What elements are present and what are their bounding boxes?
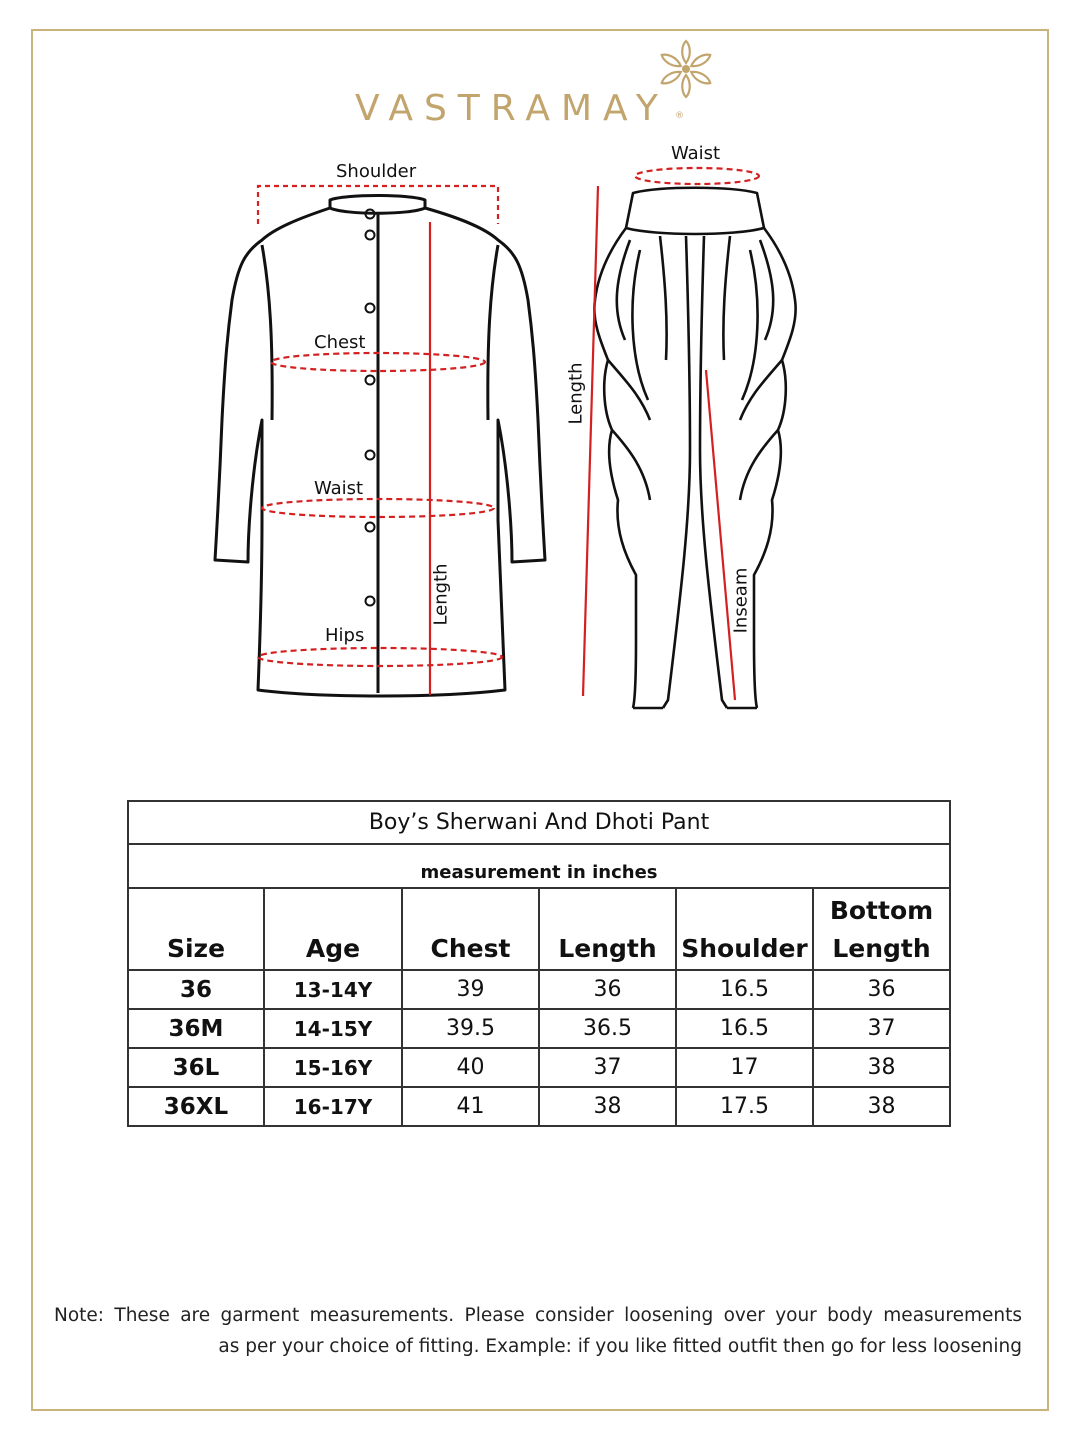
fitting-note bbox=[54, 1300, 1022, 1362]
header-shoulder: Shoulder bbox=[676, 888, 813, 970]
header-bottom-length bbox=[813, 888, 950, 970]
brand-name: VASTRAMAY bbox=[355, 88, 669, 129]
header-chest: Chest bbox=[402, 888, 539, 970]
table-row bbox=[128, 1048, 950, 1087]
cell-bottom-length: 38 bbox=[813, 1087, 950, 1126]
table-header-row bbox=[128, 888, 950, 970]
table-row bbox=[128, 1009, 950, 1048]
cell-shoulder: 16.5 bbox=[676, 970, 813, 1009]
sherwani-length-label: Length bbox=[430, 563, 452, 626]
shoulder-label: Shoulder bbox=[336, 161, 417, 182]
header-bottom-length-line2: Length bbox=[832, 933, 931, 963]
unit-note: measurement in inches bbox=[128, 844, 950, 888]
note-line-2: as per your choice of fitting. Example: if you like fitted outfit then go for less loosening bbox=[218, 1336, 1022, 1357]
cell-size: 36M bbox=[128, 1009, 264, 1048]
table-title: Boy’s Sherwani And Dhoti Pant bbox=[128, 801, 950, 844]
cell-shoulder: 17 bbox=[676, 1048, 813, 1087]
cell-chest: 40 bbox=[402, 1048, 539, 1087]
table-row bbox=[128, 970, 950, 1009]
registered-mark: ® bbox=[675, 111, 684, 121]
sherwani-measure-lines bbox=[258, 186, 502, 695]
cell-length: 37 bbox=[539, 1048, 676, 1087]
cell-bottom-length: 36 bbox=[813, 970, 950, 1009]
sherwani-drawing bbox=[215, 196, 545, 697]
cell-age: 13-14Y bbox=[264, 970, 402, 1009]
cell-age: 16-17Y bbox=[264, 1087, 402, 1126]
size-chart-table bbox=[127, 800, 951, 1127]
cell-size: 36 bbox=[128, 970, 264, 1009]
waist-label: Waist bbox=[314, 478, 364, 499]
cell-length: 36.5 bbox=[539, 1009, 676, 1048]
cell-age: 14-15Y bbox=[264, 1009, 402, 1048]
cell-chest: 41 bbox=[402, 1087, 539, 1126]
hips-label: Hips bbox=[325, 625, 365, 646]
cell-length: 36 bbox=[539, 970, 676, 1009]
cell-length: 38 bbox=[539, 1087, 676, 1126]
pant-length-label: Length bbox=[565, 362, 587, 425]
inseam-label: Inseam bbox=[730, 567, 752, 634]
cell-shoulder: 16.5 bbox=[676, 1009, 813, 1048]
chest-label: Chest bbox=[314, 332, 366, 353]
header-length: Length bbox=[539, 888, 676, 970]
note-line-1: Note: These are garment measurements. Please consider loosening over your body measurements bbox=[54, 1305, 1022, 1326]
cell-size: 36XL bbox=[128, 1087, 264, 1126]
dhoti-pant-drawing bbox=[594, 188, 795, 708]
table-row bbox=[128, 1087, 950, 1126]
cell-bottom-length: 38 bbox=[813, 1048, 950, 1087]
header-bottom-length-line1: Bottom bbox=[829, 896, 934, 925]
pant-waist-label: Waist bbox=[671, 143, 721, 164]
header-age: Age bbox=[264, 888, 402, 970]
cell-chest: 39.5 bbox=[402, 1009, 539, 1048]
header-size: Size bbox=[128, 888, 264, 970]
cell-chest: 39 bbox=[402, 970, 539, 1009]
cell-shoulder: 17.5 bbox=[676, 1087, 813, 1126]
cell-age: 15-16Y bbox=[264, 1048, 402, 1087]
cell-bottom-length: 37 bbox=[813, 1009, 950, 1048]
cell-size: 36L bbox=[128, 1048, 264, 1087]
